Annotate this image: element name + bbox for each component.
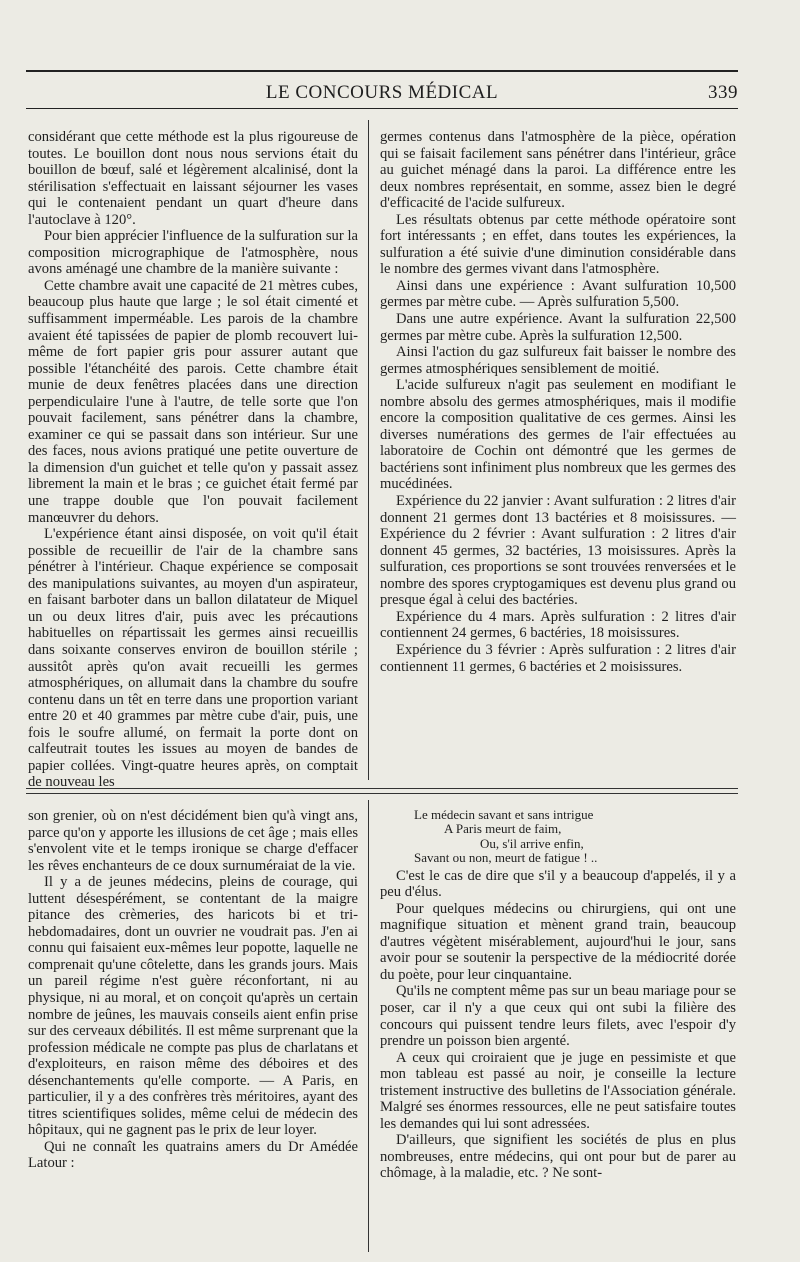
- header-rule: [26, 108, 738, 109]
- paragraph: Expérience du 22 janvier : Avant sulfuration : 2 litres d'air donnent 21 germes dont 13 bactéries et 8 moisissures. — Expérience du 2 février : Avant sulfuration : 2 litres d'air donnent 45 germes, 32 bactéries, 13 moisissures. Après la sulfuration, ces proportions se sont trouvées renversées et le nombre des spores cryptogamiques est devenu plus grand ou presque égal à celui des bactéries.: [380, 493, 736, 609]
- paragraph: Pour quelques médecins ou chirurgiens, qui ont une magnifique situation et mènent grand train, beaucoup d'autres végètent misérablement, aujourd'hui le jour, sans avoir pour se soutenir la perspective de la médiocrité dorée du poète, pour leur cinquantaine.: [380, 900, 736, 983]
- poem-line: A Paris meurt de faim,: [444, 821, 562, 837]
- paragraph: A ceux qui croiraient que je juge en pessimiste et que mon tableau est passé au noir, je conseille la lecture tristement instructive des bulletins de l'Association générale. Malgré ses énormes ressources, elle ne peut satisfaire toutes les demandes qui lui sont adressées.: [380, 1049, 736, 1132]
- section-separator: [26, 793, 738, 794]
- paragraph: germes contenus dans l'atmosphère de la pièce, opération qui se faisait facilement sans pénétrer dans l'intérieur, grâce au guichet ménagé dans la paroi. La différence entre les deux nombres représentait, en somme, assez bien le degré d'efficacité de l'acide sulfureux.: [380, 129, 736, 212]
- paragraph: L'expérience étant ainsi disposée, on voit qu'il était possible de recueillir de l'air de la chambre sans pénétrer à l'intérieur. Chaque expérience se composait des manipulations suivantes, au moyen d'un aspirateur, en faisant barboter dans un ballon dilatateur de Miquel un ou deux litres d'air, puis avec les précautions habituelles on répartissait les germes ainsi recueillis dans soixante conserves environ de bouillon stérile ; aussitôt après qu'on avait recueilli les germes atmosphériques, on allumait dans la chambre du soufre contenu dans un têt en terre dans une proportion variant entre 20 et 40 grammes par mètre cube d'air, puis, une fois le soufre allumé, on fermait la porte dont on calfeutrait toutes les issues au moyen de bandes de papier collées. Vingt-quatre heures après, on comptait de nouveau les: [28, 526, 358, 791]
- paragraph: Expérience du 4 mars. Après sulfuration : 2 litres d'air contiennent 24 germes, 6 bactéries, 18 moisissures.: [380, 608, 736, 642]
- quatrain: [380, 808, 736, 866]
- journal-title: LE CONCOURS MÉDICAL: [265, 82, 499, 103]
- column-divider: [368, 120, 369, 780]
- paragraph: Expérience du 3 février : Après sulfuration : 2 litres d'air contiennent 11 germes, 6 bactéries et 2 moisissures.: [380, 641, 736, 675]
- poem-line: Ou, s'il arrive enfin,: [480, 835, 584, 851]
- paragraph: Ainsi dans une expérience : Avant sulfuration 10,500 germes par mètre cube. — Après sulfuration 5,500.: [380, 277, 736, 311]
- paragraph: considérant que cette méthode est la plus rigoureuse de toutes. Le bouillon dont nous nous servions était du bouillon de bœuf, salé et légèrement alcalinisé, dont la stérilisation s'effectuait en laissant séjourner les vases qui le contenaient pendant un quart d'heure dans l'autoclave à 120°.: [28, 129, 358, 228]
- paragraph: Ainsi l'action du gaz sulfureux fait baisser le nombre des germes atmosphériques sensiblement de moitié.: [380, 344, 736, 377]
- paragraph: Il y a de jeunes médecins, pleins de courage, qui luttent désespérément, se contentant de la maigre pitance des crèmeries, des haricots bi et tri-hebdomadaires, dont un ouvrier ne voudrait pas. J'en ai connu qui faisaient eux-mêmes leur popotte, laquelle ne comprenait qu'une côtelette, dans les grands jours. Mais un pareil régime n'est guère réconfortant, ni au physique, ni au moral, et on conçoit qu'après un certain nombre de jeûnes, les mauvais conseils aient enfin prise sur des cerveaux débilités. Il est même surprenant que la profession médicale ne compte pas plus de charlatans et d'exploiteurs, en raison même des déboires et des désenchantements qu'elle comporte. — A Paris, en particulier, il y a des confrères très méritoires, ayant des titres scientifiques solides, même celui de médecin des hôpitaux, qui ne gagnent pas le prix de leur loyer.: [28, 874, 358, 1139]
- poem-line: Le médecin savant et sans intrigue: [414, 807, 594, 822]
- column-left-top: [28, 129, 358, 791]
- section-separator: [26, 788, 738, 789]
- column-divider: [368, 800, 369, 1252]
- column-left-bottom: [28, 808, 358, 1248]
- paragraph: son grenier, où on n'est décidément bien qu'à vingt ans, parce qu'on y apporte les illusions de cet âge ; mais elles s'envolent vite et le temps ironique se charge d'effacer les rêves enchanteurs de ce doux surnuméraiat de la vie.: [28, 808, 358, 874]
- page-number: 339: [708, 82, 738, 103]
- paragraph: L'acide sulfureux n'agit pas seulement en modifiant le nombre absolu des germes atmosphériques, mais il modifie encore la composition qualitative de ces germes. Ainsi les diverses numérations des germes de l'air effectuées au laboratoire de Cochin ont démontré que les germes de bactériens sont infiniment plus nombreux que les germes des mucédinées.: [380, 377, 736, 493]
- top-rule: [26, 70, 738, 72]
- column-right-bottom: [380, 808, 736, 1248]
- poem-line: Savant ou non, meurt de fatigue ! ..: [414, 850, 598, 866]
- paragraph: C'est le cas de dire que s'il y a beaucoup d'appelés, il y a peu d'élus.: [380, 867, 736, 901]
- paragraph: Les résultats obtenus par cette méthode opératoire sont fort intéressants ; en effet, dans toutes les expériences, la sulfuration a été suivie d'une diminution considérable dans le nombre des germes vivant dans l'atmosphère.: [380, 211, 736, 278]
- paragraph: Qui ne connaît les quatrains amers du Dr Amédée Latour :: [28, 1138, 358, 1172]
- paragraph: Pour bien apprécier l'influence de la sulfuration sur la composition micrographique de l'atmosphère, nous avons aménagé une chambre de la manière suivante :: [28, 228, 358, 278]
- paragraph: Dans une autre expérience. Avant la sulfuration 22,500 germes par mètre cube. Après la sulfuration 12,500.: [380, 311, 736, 344]
- paragraph: D'ailleurs, que signifient les sociétés de plus en plus nombreuses, entre médecins, qui ont pour but de parer au chômage, à la maladie, etc. ? Ne sont-: [380, 1132, 736, 1182]
- paragraph: Qu'ils ne comptent même pas sur un beau mariage pour se poser, car il n'y a que ceux qui ont subi la filière des concours qui puissent tendre leurs filets, avec l'espoir d'y prendre un poisson bien argenté.: [380, 983, 736, 1050]
- column-right-top: [380, 129, 736, 779]
- page-header: [26, 82, 738, 108]
- paragraph: Cette chambre avait une capacité de 21 mètres cubes, beaucoup plus haute que large ; le sol était cimenté et suffisamment imperméable. Les parois de la chambre avaient été tapissées de papier de plomb recouvert lui-même de fort papier gris pour assurer autant que possible l'étanchéité des parois. Cette chambre était munie de deux fenêtres placées dans une direction perpendiculaire l'une à l'autre, de telle sorte que l'on pouvait facilement, sans pénétrer dans la chambre, examiner ce qui se passait dans son intérieur. Sur une des faces, nous avions pratiqué une petite ouverture de la dimension d'un guichet et telle qu'on y passait assez librement la main et le bras ; ce guichet était fermé par une trappe double que l'on pouvait facilement manœuvrer du dehors.: [28, 277, 358, 526]
